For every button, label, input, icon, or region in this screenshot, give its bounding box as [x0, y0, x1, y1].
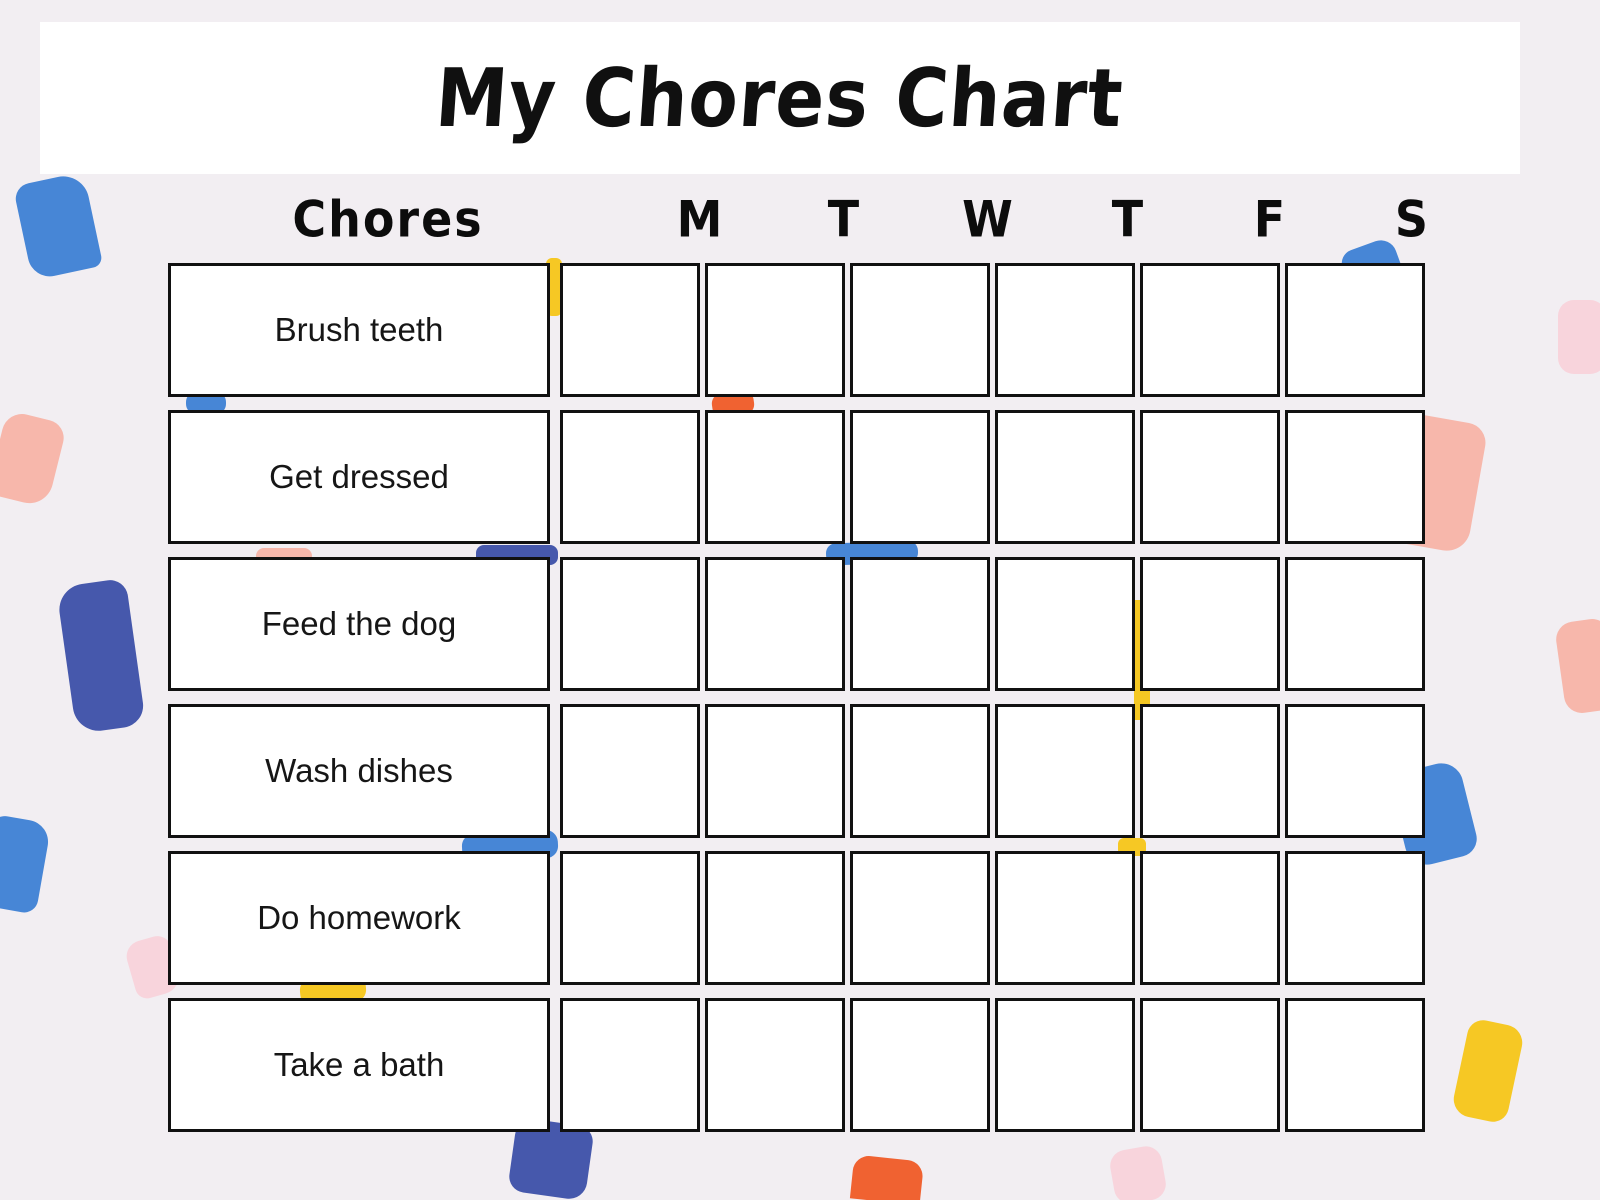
- checkbox-cell-fri[interactable]: [1140, 263, 1280, 397]
- checkbox-cell-mon[interactable]: [560, 998, 700, 1132]
- chore-label: Do homework: [257, 899, 461, 936]
- checkbox-cell-thu[interactable]: [995, 998, 1135, 1132]
- checkbox-cell-fri[interactable]: [1140, 704, 1280, 838]
- chore-name-cell: [168, 998, 550, 1132]
- confetti-lightpink-shape: [1558, 300, 1600, 374]
- table-header-row: [168, 189, 1430, 250]
- confetti-yellow-shape: [1450, 1017, 1525, 1125]
- chore-label: Feed the dog: [261, 605, 457, 642]
- column-header-thursday: T: [1111, 189, 1145, 249]
- checkbox-cell-thu[interactable]: [995, 410, 1135, 544]
- checkbox-cell-thu[interactable]: [995, 704, 1135, 838]
- chore-label: Wash dishes: [265, 752, 453, 789]
- checkbox-cell-mon[interactable]: [560, 557, 700, 691]
- column-header-saturday: S: [1394, 189, 1430, 249]
- checkbox-cell-tue[interactable]: [705, 851, 845, 985]
- checkbox-cell-mon[interactable]: [560, 263, 700, 397]
- checkbox-cell-wed[interactable]: [850, 557, 990, 691]
- confetti-pink-shape: [0, 410, 67, 508]
- checkbox-cell-thu[interactable]: [995, 263, 1135, 397]
- column-header-wednesday: W: [962, 189, 1014, 249]
- confetti-orange-shape: [850, 1154, 924, 1200]
- checkbox-cell-wed[interactable]: [850, 410, 990, 544]
- checkbox-cell-sat[interactable]: [1285, 851, 1425, 985]
- chore-label: Take a bath: [273, 1046, 445, 1083]
- checkbox-cell-wed[interactable]: [850, 263, 990, 397]
- checkbox-cell-sat[interactable]: [1285, 263, 1425, 397]
- checkbox-cell-wed[interactable]: [850, 851, 990, 985]
- column-header-monday: M: [676, 189, 724, 249]
- checkbox-cell-fri[interactable]: [1140, 851, 1280, 985]
- checkbox-cell-tue[interactable]: [705, 998, 845, 1132]
- chore-label: Get dressed: [269, 458, 449, 495]
- checkbox-cell-mon[interactable]: [560, 851, 700, 985]
- title-band: [40, 22, 1520, 174]
- checkbox-cell-thu[interactable]: [995, 557, 1135, 691]
- chore-name-cell: [168, 263, 550, 397]
- checkbox-cell-tue[interactable]: [705, 557, 845, 691]
- confetti-blue-shape: [0, 813, 52, 914]
- checkbox-cell-fri[interactable]: [1140, 557, 1280, 691]
- chore-name-cell: [168, 704, 550, 838]
- table-row: [168, 263, 1425, 397]
- confetti-navy-shape: [56, 578, 146, 734]
- confetti-blue-shape: [13, 172, 103, 281]
- table-row: [168, 410, 1425, 544]
- checkbox-cell-thu[interactable]: [995, 851, 1135, 985]
- checkbox-cell-wed[interactable]: [850, 998, 990, 1132]
- checkbox-cell-tue[interactable]: [705, 704, 845, 838]
- table-row: [168, 851, 1425, 985]
- checkbox-cell-mon[interactable]: [560, 410, 700, 544]
- table-row: [168, 704, 1425, 838]
- checkbox-cell-fri[interactable]: [1140, 998, 1280, 1132]
- chore-name-cell: [168, 410, 550, 544]
- chore-label: Brush teeth: [274, 311, 444, 348]
- page-title: My Chores Chart: [433, 50, 1127, 146]
- chore-name-cell: [168, 557, 550, 691]
- column-header-friday: F: [1253, 189, 1287, 249]
- checkbox-cell-sat[interactable]: [1285, 998, 1425, 1132]
- chores-table: [168, 263, 1425, 1145]
- column-header-chores: Chores: [292, 189, 484, 249]
- checkbox-cell-sat[interactable]: [1285, 410, 1425, 544]
- table-row: [168, 998, 1425, 1132]
- checkbox-cell-wed[interactable]: [850, 704, 990, 838]
- confetti-lightpink-shape: [1108, 1144, 1169, 1200]
- column-header-tuesday: T: [827, 189, 861, 249]
- confetti-pink-shape: [1554, 617, 1600, 716]
- checkbox-cell-mon[interactable]: [560, 704, 700, 838]
- checkbox-cell-tue[interactable]: [705, 263, 845, 397]
- checkbox-cell-fri[interactable]: [1140, 410, 1280, 544]
- checkbox-cell-tue[interactable]: [705, 410, 845, 544]
- checkbox-cell-sat[interactable]: [1285, 557, 1425, 691]
- chore-name-cell: [168, 851, 550, 985]
- table-row: [168, 557, 1425, 691]
- checkbox-cell-sat[interactable]: [1285, 704, 1425, 838]
